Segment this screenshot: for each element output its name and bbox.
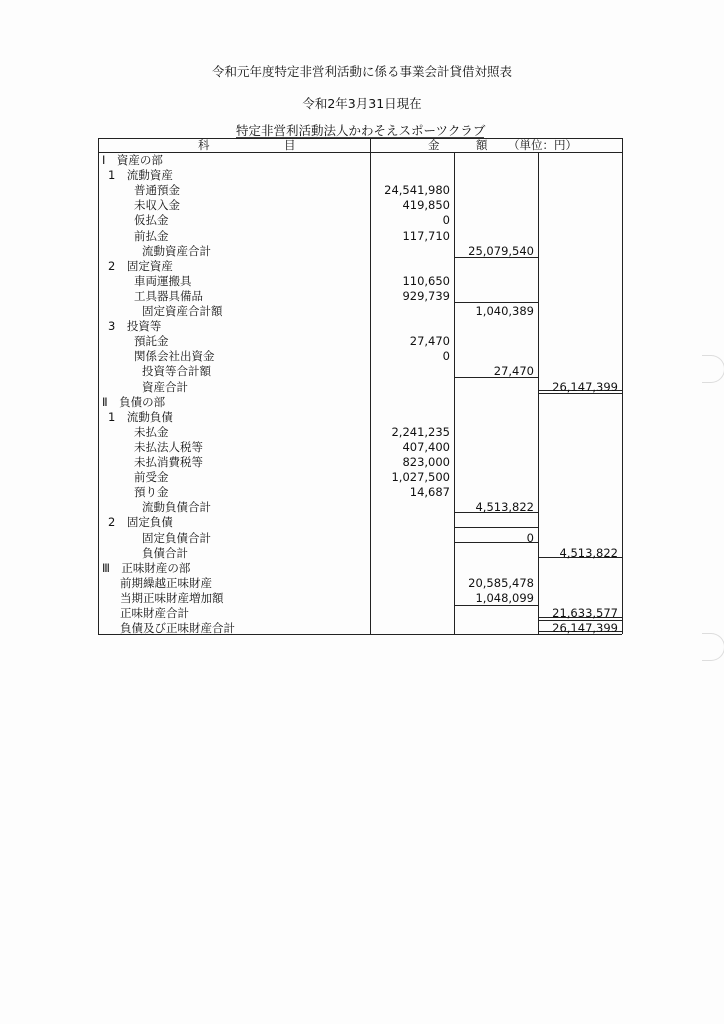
amount-col1: 0	[442, 213, 450, 228]
row-label: 当期正味財産増加額	[120, 590, 224, 605]
amount-col3: 21,633,577	[552, 606, 618, 620]
row-label: 流動資産合計	[142, 243, 211, 258]
amount-col3: 26,147,399	[552, 379, 618, 394]
row-label: 負債合計	[142, 545, 188, 560]
header-amount-left: 金	[428, 138, 440, 152]
row-label: 預り金	[134, 485, 169, 500]
amount-col1: 117,710	[402, 228, 450, 243]
row-label: 工具器具備品	[134, 288, 203, 303]
amount-col1: 407,400	[402, 439, 450, 454]
amount-col1: 823,000	[402, 455, 450, 469]
row-label: 関係会社出資金	[134, 349, 215, 364]
row-label: 固定資産合計額	[142, 304, 223, 318]
balance-sheet-table	[98, 138, 622, 634]
row-label: 2 固定負債	[108, 515, 173, 530]
subtotal-rule	[454, 302, 538, 303]
header-bottom-border	[98, 152, 622, 153]
row-label: 普通預金	[134, 183, 180, 198]
row-label: 投資等合計額	[142, 364, 211, 379]
punch-hole-mark	[702, 355, 724, 383]
amount-col1: 110,650	[402, 273, 450, 288]
organization-name: 特定非営利活動法人かわそえスポーツクラブ	[236, 123, 486, 138]
amount-col1: 27,470	[409, 334, 450, 349]
amount-col1: 419,850	[402, 198, 450, 213]
header-subject-left: 科	[198, 138, 210, 152]
amount-col1: 24,541,980	[384, 183, 450, 198]
row-label: 固定負債合計	[142, 530, 211, 545]
punch-hole-mark	[702, 633, 724, 661]
amount-col1: 929,739	[402, 288, 450, 303]
amount-col1: 0	[442, 349, 450, 364]
amount-col3: 26,147,399	[552, 621, 618, 636]
amount-col3: 4,513,822	[559, 545, 618, 560]
amount-col1: 14,687	[409, 485, 450, 500]
row-label: 3 投資等	[108, 319, 162, 334]
row-label: 1 流動資産	[108, 168, 173, 183]
amount-col2: 27,470	[493, 364, 534, 379]
amount-col2: 1,048,099	[475, 590, 534, 605]
column-divider-1	[370, 138, 371, 634]
row-label: 未払金	[134, 424, 169, 439]
row-label: 2 固定資産	[108, 258, 173, 273]
row-label: Ⅱ 負債の部	[102, 394, 166, 409]
header-subject-right: 目	[284, 138, 296, 152]
amount-col2: 25,079,540	[468, 243, 534, 258]
row-label: 負債及び正味財産合計	[120, 621, 235, 636]
amount-col2: 20,585,478	[468, 575, 534, 590]
row-label: 前期繰越正味財産	[120, 575, 212, 590]
row-label: 1 流動負債	[108, 409, 173, 424]
row-label: 前受金	[134, 470, 169, 485]
row-label: 車両運搬具	[134, 273, 192, 288]
row-label: 未収入金	[134, 198, 180, 213]
header-amount-right: 額	[476, 138, 488, 152]
row-label: Ⅲ 正味財産の部	[102, 560, 191, 575]
row-label: 流動負債合計	[142, 500, 211, 515]
amount-col1: 1,027,500	[391, 470, 450, 485]
column-divider-2	[454, 152, 455, 634]
document-date: 令和2年3月31日現在	[302, 96, 422, 111]
amount-col2: 4,513,822	[475, 500, 534, 515]
amount-col1: 2,241,235	[391, 424, 450, 439]
row-label: 預託金	[134, 334, 169, 349]
row-label: 未払法人税等	[134, 439, 203, 454]
row-label: 未払消費税等	[134, 455, 203, 469]
table-right-border	[622, 138, 623, 634]
header-unit: （単位：円）	[508, 138, 577, 152]
row-label: Ⅰ 資産の部	[102, 153, 163, 167]
row-label: 前払金	[134, 228, 169, 243]
amount-col2: 0	[526, 530, 534, 545]
row-label: 仮払金	[134, 213, 169, 228]
table-left-border	[98, 138, 99, 634]
subtotal-rule	[454, 605, 538, 606]
document-title: 令和元年度特定非営利活動に係る事業会計貸借対照表	[211, 64, 512, 79]
subtotal-rule	[454, 527, 538, 528]
row-label: 資産合計	[142, 379, 188, 394]
amount-col2: 1,040,389	[475, 304, 534, 318]
row-label: 正味財産合計	[120, 606, 189, 620]
